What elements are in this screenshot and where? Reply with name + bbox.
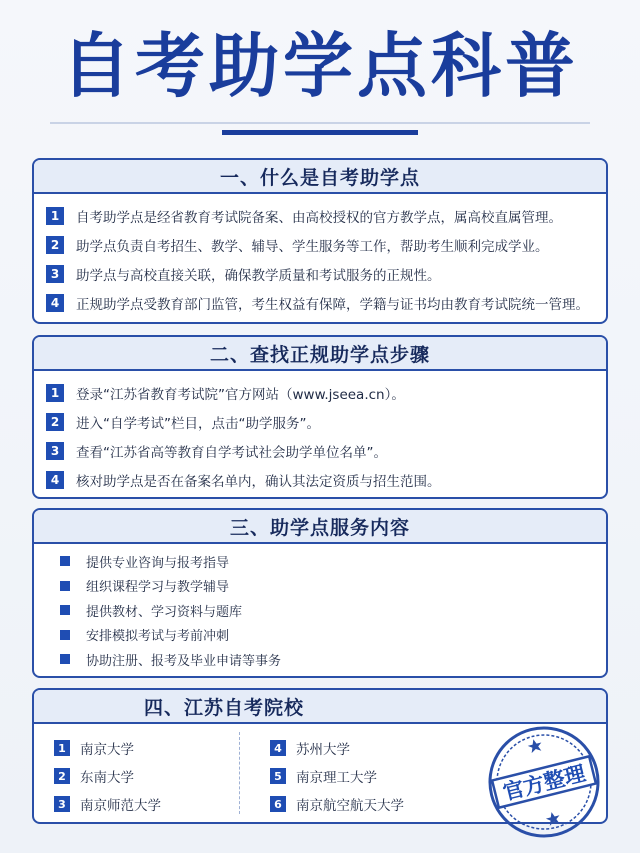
- university-column-right: [270, 734, 404, 818]
- list-item: [270, 762, 404, 790]
- section-services: [32, 508, 608, 678]
- number-badge: 3: [46, 265, 64, 283]
- page-title: 自考助学点科普: [61, 25, 579, 107]
- number-badge: 5: [270, 768, 286, 784]
- square-bullet-icon: [60, 654, 70, 664]
- university-name: 东南大学: [80, 770, 134, 786]
- stamp-text: 官方整理: [500, 761, 588, 805]
- list-item: [60, 574, 594, 599]
- list-item: [46, 465, 594, 494]
- number-badge: 1: [46, 384, 64, 402]
- list-item-text: 安排模拟考试与考前冲刺: [86, 629, 230, 645]
- square-bullet-icon: [60, 605, 70, 615]
- number-badge: 4: [46, 294, 64, 312]
- list-item: [60, 623, 594, 648]
- number-badge: 3: [46, 442, 64, 460]
- list-item: [54, 762, 161, 790]
- section-heading: 三、助学点服务内容: [34, 510, 606, 544]
- square-bullet-icon: [60, 556, 70, 566]
- section-what-is-study-center: [32, 158, 608, 324]
- list-item-text: 进入“自学考试”栏目，点击“助学服务”。: [76, 415, 320, 432]
- list-item-text: 查看“江苏省高等教育自学考试社会助学单位名单”。: [76, 444, 387, 461]
- number-badge: 2: [46, 236, 64, 254]
- list-item-text: 提供教材、学习资料与题库: [86, 604, 243, 620]
- list-item-text: 提供专业咨询与报考指导: [86, 555, 230, 571]
- list-item-text: 协助注册、报考及毕业申请等事务: [86, 653, 282, 669]
- list-item-text: 登录“江苏省教育考试院”官方网站（www.jseea.cn）。: [76, 386, 405, 403]
- number-badge: 2: [54, 768, 70, 784]
- list-item-text: 助学点负责自考招生、教学、辅导、学生服务等工作，帮助考生顺利完成学业。: [76, 238, 549, 255]
- number-badge: 2: [46, 413, 64, 431]
- list-item: [54, 790, 161, 818]
- list-item: [46, 201, 594, 230]
- list-item-text: 正规助学点受教育部门监管，考生权益有保障，学籍与证书均由教育考试院统一管理。: [76, 296, 589, 313]
- number-badge: 4: [270, 740, 286, 756]
- section-find-study-center-steps: [32, 335, 608, 499]
- list-item: [270, 790, 404, 818]
- list-item: [60, 598, 594, 623]
- university-name: 苏州大学: [296, 742, 350, 758]
- number-badge: 6: [270, 796, 286, 812]
- title-divider-line: [50, 122, 590, 124]
- number-badge: 1: [54, 740, 70, 756]
- section-heading: 一、什么是自考助学点: [34, 160, 606, 194]
- list-item: [270, 734, 404, 762]
- list-item: [46, 230, 594, 259]
- university-name: 南京理工大学: [296, 770, 377, 786]
- bullet-list: [34, 544, 606, 672]
- university-name: 南京航空航天大学: [296, 798, 404, 814]
- column-divider: [239, 732, 240, 814]
- square-bullet-icon: [60, 630, 70, 640]
- list-item-text: 自考助学点是经省教育考试院备案、由高校授权的官方教学点，属高校直属管理。: [76, 209, 562, 226]
- title-underline-bar: [222, 130, 418, 135]
- list-item: [46, 436, 594, 465]
- numbered-list: [34, 371, 606, 494]
- list-item: [60, 647, 594, 672]
- list-item-text: 核对助学点是否在备案名单内，确认其法定资质与招生范围。: [76, 473, 441, 490]
- list-item: [46, 259, 594, 288]
- university-name: 南京大学: [80, 742, 134, 758]
- list-item: [46, 407, 594, 436]
- number-badge: 4: [46, 471, 64, 489]
- list-item: [46, 288, 594, 317]
- number-badge: 1: [46, 207, 64, 225]
- list-item-text: 组织课程学习与教学辅导: [86, 580, 230, 596]
- university-name: 南京师范大学: [80, 798, 161, 814]
- list-item: [46, 378, 594, 407]
- number-badge: 3: [54, 796, 70, 812]
- section-heading: 四、江苏自考院校: [34, 690, 606, 724]
- numbered-list: [34, 194, 606, 317]
- university-column-left: [54, 734, 161, 818]
- square-bullet-icon: [60, 581, 70, 591]
- list-item: [60, 549, 594, 574]
- section-heading: 二、查找正规助学点步骤: [34, 337, 606, 371]
- list-item-text: 助学点与高校直接关联，确保教学质量和考试服务的正规性。: [76, 267, 441, 284]
- list-item: [54, 734, 161, 762]
